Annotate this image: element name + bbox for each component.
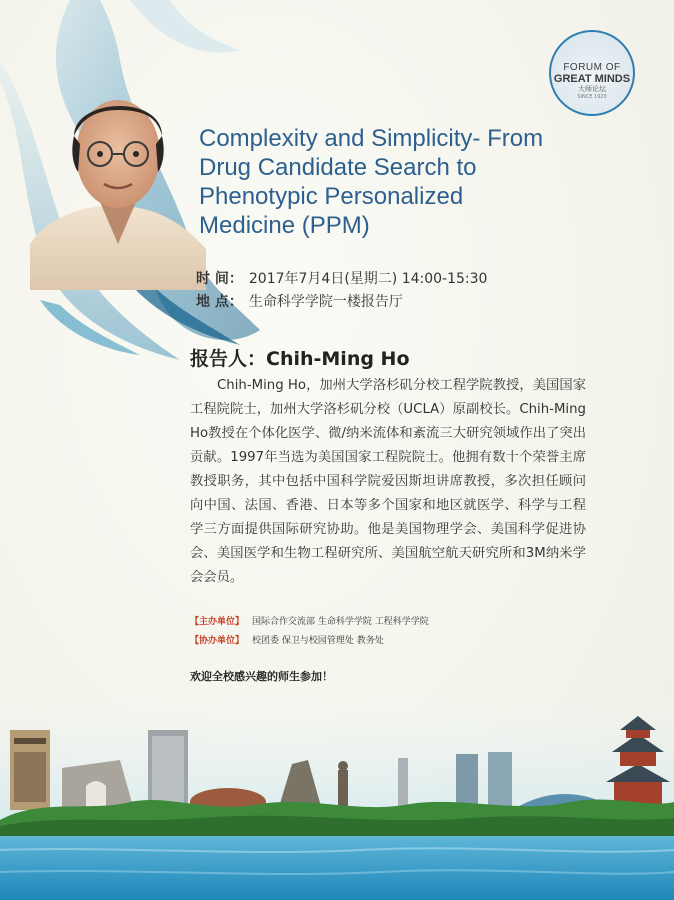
welcome-text: 欢迎全校感兴趣的师生参加！ [190, 670, 333, 683]
logo-line-2: GREAT MINDS [553, 73, 631, 85]
time-row [196, 268, 487, 291]
time-value: 2017年7月4日(星期二) 14:00-15:30 [248, 271, 488, 287]
talk-title-line: Drug Candidate Search to [199, 154, 477, 181]
place-label: 地 点： [196, 294, 243, 310]
place-value: 生命科学学院一楼报告厅 [248, 294, 403, 310]
time-label: 时 间： [196, 271, 243, 287]
co-organizer-label: 【协办单位】 [190, 636, 245, 646]
host-label: 【主办单位】 [190, 617, 245, 627]
host-row [190, 613, 429, 632]
speaker-bio: Chih-Ming Ho，加州大学洛杉矶分校工程学院教授，美国国家工程院院士，加州大学洛杉矶分校（UCLA）原副校长。Chih-Ming Ho教授在个体化医学、微/纳米流体和紊流三大研究领域作出了突出贡献。1997年当选为美国国家工程院院士。他拥有数十个荣誉主席教授职务，其中包括中国科学院爱因斯坦讲席教授，多次担任顾问向中国、法国、香港、日本等多个国家和地区就医学、科学与工程学三方面提供国际研究协助。他是美国物理学会、美国科学促进协会、美国医学和生物工程研究所、美国航空航天研究所和3M纳米学会会员。 [190, 378, 586, 585]
speaker-heading: 报告人：Chih-Ming Ho [190, 348, 410, 370]
logo-line-4: SINCE 1920 [577, 94, 607, 100]
talk-title-line: Phenotypic Personalized [199, 183, 464, 210]
campus-skyline [0, 690, 674, 900]
talk-title-line: Complexity and Simplicity- From [199, 125, 544, 152]
talk-meta [196, 268, 487, 314]
co-organizer-row [190, 632, 429, 651]
logo-line-1: FORUM OF [563, 62, 621, 73]
forum-logo [549, 30, 635, 116]
talk-title [199, 124, 599, 240]
host-value: 国际合作交流部 生命科学学院 工程科学学院 [252, 617, 429, 627]
place-row [196, 291, 487, 314]
talk-title-line: Medicine (PPM) [199, 212, 370, 239]
logo-line-3: 大师论坛 [578, 85, 606, 93]
organizers [190, 613, 429, 651]
speaker-portrait [30, 84, 206, 290]
co-organizer-value: 校团委 保卫与校园管理处 教务处 [252, 636, 384, 646]
